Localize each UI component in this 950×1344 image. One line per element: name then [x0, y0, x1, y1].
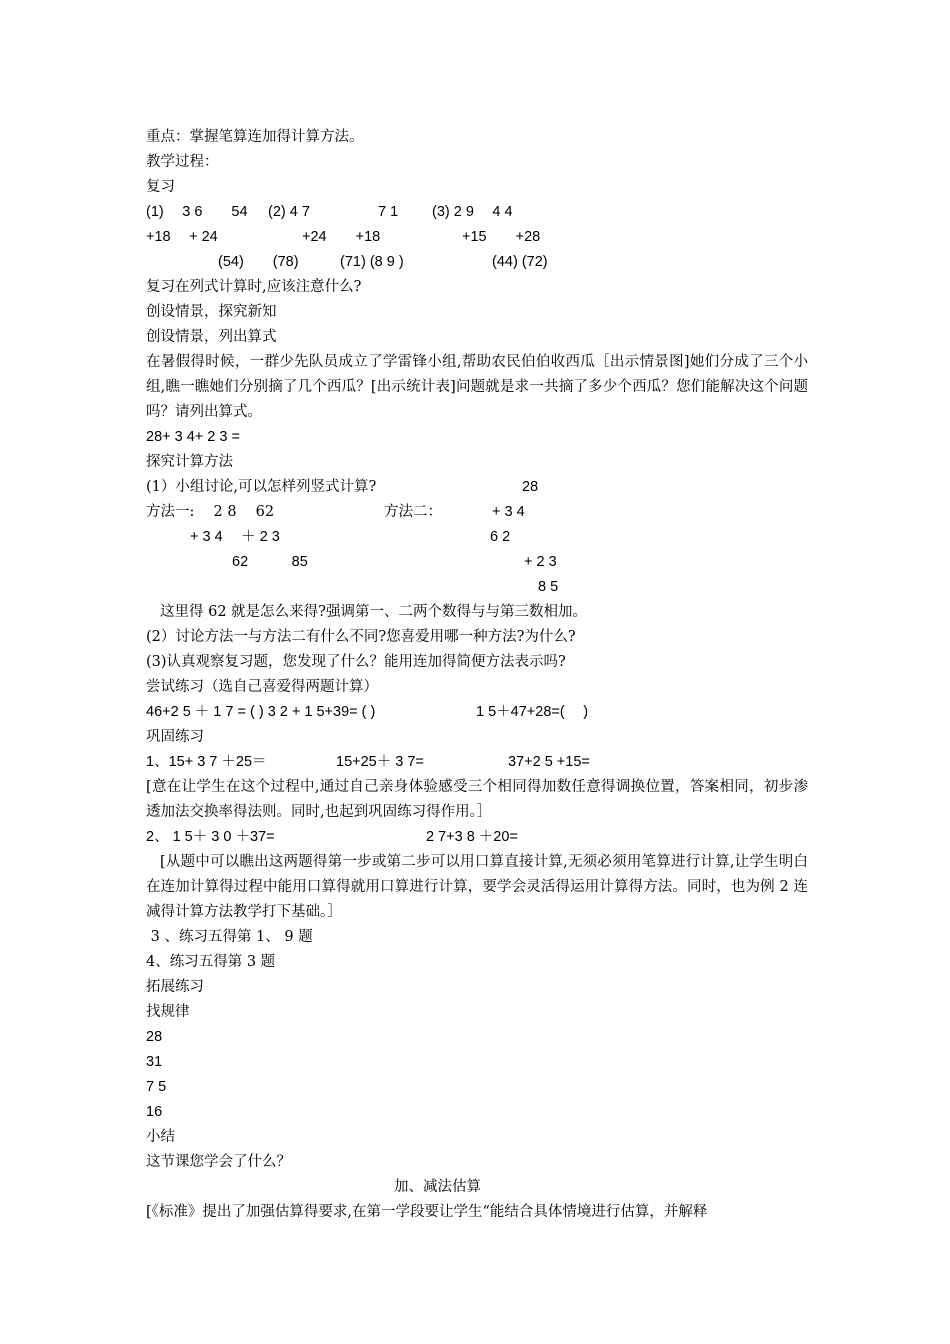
exercise-3: 3 、练习五得第 1、 9 题	[146, 929, 313, 945]
pattern-heading: 找规律	[146, 1004, 190, 1020]
summary-question: 这节课您学会了什么？	[146, 1154, 291, 1170]
practice-heading: 巩固练习	[146, 729, 204, 745]
scenario-paragraph: 在暑假得时候，一群少先队员成立了学雷锋小组,帮助农民伯伯收西瓜［出示情景图]她们分成了三个小组,瞧一瞧她们分别摘了几个西瓜？[出示统计表]问题就是求一共摘了多少个西瓜？您们能解决这个问题吗？请列出算式。	[146, 354, 808, 420]
method-heading: 探究计算方法	[146, 454, 233, 470]
review-addends-2: +24 +18	[302, 229, 381, 245]
review-problem-3: (3) 2 9 4 4	[432, 204, 513, 220]
method1-row3: 62 85	[232, 554, 308, 570]
trial-problems-2: 1 5＋47+28=( )	[476, 704, 589, 720]
discussion-3: (3)认真观察复习题，您发现了什么？能用连加得简便方法表示吗?	[146, 654, 566, 670]
practice-2a: 2、 1 5＋ 3 0 ＋37=	[146, 829, 275, 845]
review-answers-1: (54) (78)	[218, 254, 299, 270]
pattern-value-1: 28	[146, 1029, 163, 1045]
review-problem-1: (1) 3 6 54	[146, 204, 248, 220]
practice-1b: 15+25＋ 3 7=	[336, 754, 424, 770]
method2-row1: 28	[522, 479, 539, 495]
review-answers-2: (71) (8 9 )	[340, 254, 404, 270]
summary-heading: 小结	[146, 1129, 175, 1145]
teaching-process-heading: 教学过程：	[146, 154, 219, 170]
method2-row2: + 3 4	[492, 504, 525, 520]
equation: 28+ 3 4+ 2 3 =	[146, 429, 240, 445]
practice-1a: 1、15+ 3 7 ＋25＝	[146, 754, 267, 770]
pattern-value-3: 7 5	[146, 1079, 167, 1095]
discussion-2: (2）讨论方法一与方法二有什么不同?您喜爱用哪一种方法?为什么?	[146, 629, 576, 645]
section-title-estimation: 加、减法估算	[394, 1179, 481, 1195]
practice-note-2: [从题中可以瞧出这两题得第一步或第二步可以用口算直接计算,无须必须用笔算进行计算,让学生明白在连加计算得过程中能用口算得就用口算进行计算，要学会灵活得运用计算得方法。同时，也为例 2 连减得计算方法教学打下基础。］	[146, 854, 808, 920]
method2-row4: + 2 3	[524, 554, 557, 570]
method2-result: 8 5	[538, 579, 559, 595]
pattern-value-4: 16	[146, 1104, 163, 1120]
trial-problems-1: 46+2 5 ＋ 1 7 = ( ) 3 2 + 1 5+39= ( )	[146, 704, 376, 720]
method1-row1: 方法一: 2 8 62	[146, 504, 275, 520]
explanation-62: 这里得 62 就是怎么来得?强调第一、二两个数得与与第三数相加。	[160, 604, 587, 620]
review-answers-3: (44) (72)	[492, 254, 548, 270]
standard-paragraph: [《标准》提出了加强估算得要求,在第一学段要让学生“能结合具体情境进行估算，并解释	[146, 1204, 708, 1220]
method1-row2: + 3 4 ＋ 2 3	[190, 529, 280, 545]
section-heading-new: 创设情景，探究新知	[146, 304, 277, 320]
method2-row3: 6 2	[490, 529, 511, 545]
discussion-prompt: (1）小组讨论,可以怎样列竖式计算?	[146, 479, 377, 495]
section-heading-scenario: 创设情景，列出算式	[146, 329, 277, 345]
extension-heading: 拓展练习	[146, 979, 204, 995]
key-point: 重点：掌握笔算连加得计算方法。	[146, 129, 364, 145]
exercise-4: 4、练习五得第 3 题	[146, 954, 276, 970]
review-problem-2b: 7 1	[378, 204, 399, 220]
review-addends-1: +18 + 24	[146, 229, 218, 245]
method2-label: 方法二：	[384, 504, 442, 520]
pattern-value-2: 31	[146, 1054, 163, 1070]
practice-1c: 37+2 5 +15=	[508, 754, 590, 770]
trial-heading: 尝试练习（选自己喜爱得两题计算）	[146, 679, 378, 695]
practice-note-1: [意在让学生在这个过程中,通过自己亲身体验感受三个相同得加数任意得调换位置，答案相同，初步渗透加法交换率得法则。同时,也起到巩固练习得作用。］	[146, 779, 808, 820]
review-problem-2: (2) 4 7	[268, 204, 310, 220]
review-question: 复习在列式计算时,应该注意什么?	[146, 279, 362, 295]
review-addends-3: +15 +28	[462, 229, 541, 245]
review-heading: 复习	[146, 179, 175, 195]
practice-2b: 2 7+3 8 ＋20=	[426, 829, 518, 845]
